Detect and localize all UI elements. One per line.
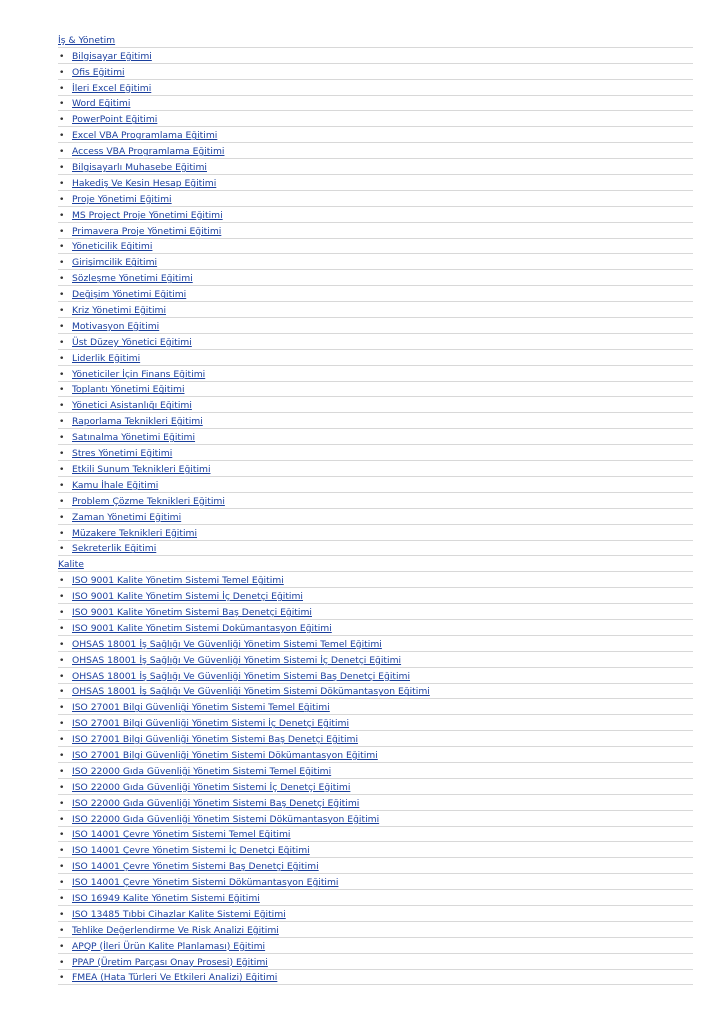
bullet-icon: • — [59, 257, 65, 269]
bullet-icon: • — [59, 416, 65, 428]
bullet-icon: • — [59, 797, 65, 809]
course-link[interactable]: Liderlik Eğitimi — [72, 352, 141, 364]
bullet-icon: • — [59, 98, 65, 110]
bullet-icon: • — [59, 209, 65, 221]
bullet-icon: • — [59, 606, 65, 618]
course-link[interactable]: Yönetici Asistanlığı Eğitimi — [72, 400, 192, 412]
bullet-icon: • — [59, 511, 65, 523]
bullet-icon: • — [59, 686, 65, 698]
course-link[interactable]: Toplantı Yönetimi Eğitimi — [72, 384, 185, 396]
list-item — [58, 970, 693, 986]
list-item — [58, 684, 693, 700]
course-link[interactable]: Sekreterlik Eğitimi — [72, 543, 157, 555]
list-item — [58, 731, 693, 747]
list-item — [58, 541, 693, 557]
list-item — [58, 461, 693, 477]
list-item — [58, 795, 693, 811]
course-link[interactable]: Kamu İhale Eğitimi — [72, 479, 159, 491]
list-item — [58, 397, 693, 413]
list-item — [58, 366, 693, 382]
bullet-icon: • — [59, 924, 65, 936]
course-link[interactable]: Değişim Yönetimi Eğitimi — [72, 289, 187, 301]
list-item — [58, 715, 693, 731]
course-link[interactable]: Yöneticilik Eğitimi — [72, 241, 153, 253]
section-title[interactable]: Kalite — [58, 559, 84, 571]
bullet-icon: • — [59, 241, 65, 253]
section-items-kalite — [58, 572, 693, 985]
course-link[interactable]: Problem Çözme Teknikleri Eğitimi — [72, 495, 225, 507]
bullet-icon: • — [59, 813, 65, 825]
bullet-icon: • — [59, 892, 65, 904]
bullet-icon: • — [59, 734, 65, 746]
list-item — [58, 96, 693, 112]
course-link[interactable]: ISO 14001 Çevre Yönetim Sistemi Dökümantasyon Eğitimi — [72, 877, 339, 889]
course-link[interactable]: ISO 27001 Bilgi Güvenliği Yönetim Sistemi Baş Denetçi Eğitimi — [72, 734, 358, 746]
list-item — [58, 525, 693, 541]
list-item — [58, 429, 693, 445]
course-link[interactable]: ISO 27001 Bilgi Güvenliği Yönetim Sistemi Temel Eğitimi — [72, 702, 330, 714]
bullet-icon: • — [59, 956, 65, 968]
list-item — [58, 954, 693, 970]
course-link[interactable]: Satınalma Yönetimi Eğitimi — [72, 432, 196, 444]
bullet-icon: • — [59, 670, 65, 682]
list-item — [58, 668, 693, 684]
bullet-icon: • — [59, 368, 65, 380]
bullet-icon: • — [59, 305, 65, 317]
list-item — [58, 207, 693, 223]
bullet-icon: • — [59, 177, 65, 189]
bullet-icon: • — [59, 463, 65, 475]
list-item — [58, 382, 693, 398]
list-item — [58, 48, 693, 64]
course-link[interactable]: Stres Yönetimi Eğitimi — [72, 448, 173, 460]
list-item — [58, 763, 693, 779]
bullet-icon: • — [59, 479, 65, 491]
bullet-icon: • — [59, 940, 65, 952]
course-link[interactable]: ISO 14001 Çevre Yönetim Sistemi Temel Eğitimi — [72, 829, 291, 841]
bullet-icon: • — [59, 622, 65, 634]
list-item — [58, 159, 693, 175]
list-item — [58, 175, 693, 191]
bullet-icon: • — [59, 336, 65, 348]
list-item — [58, 572, 693, 588]
course-link[interactable]: PPAP (Üretim Parçası Onay Prosesi) Eğitimi — [72, 956, 268, 968]
list-item — [58, 80, 693, 96]
bullet-icon: • — [59, 877, 65, 889]
list-item — [58, 779, 693, 795]
list-item — [58, 318, 693, 334]
bullet-icon: • — [59, 718, 65, 730]
bullet-icon: • — [59, 829, 65, 841]
bullet-icon: • — [59, 972, 65, 984]
course-link[interactable]: Raporlama Teknikleri Eğitimi — [72, 416, 203, 428]
list-item — [58, 477, 693, 493]
course-link[interactable]: Yöneticiler İçin Finans Eğitimi — [72, 368, 206, 380]
bullet-icon: • — [59, 193, 65, 205]
list-item — [58, 842, 693, 858]
bullet-icon: • — [59, 861, 65, 873]
bullet-icon: • — [59, 146, 65, 158]
course-link[interactable]: ISO 27001 Bilgi Güvenliği Yönetim Sistemi Dökümantasyon Eğitimi — [72, 749, 378, 761]
course-link[interactable]: Ofis Eğitimi — [72, 66, 125, 78]
bullet-icon: • — [59, 50, 65, 62]
course-link[interactable]: Motivasyon Eğitimi — [72, 320, 160, 332]
course-link[interactable]: ISO 22000 Gıda Güvenliği Yönetim Sistemi Dökümantasyon Eğitimi — [72, 813, 380, 825]
list-item — [58, 906, 693, 922]
course-link[interactable]: Tehlike Değerlendirme Ve Risk Analizi Eğitimi — [72, 924, 279, 936]
list-item — [58, 127, 693, 143]
bullet-icon: • — [59, 575, 65, 587]
bullet-icon: • — [59, 638, 65, 650]
list-item — [58, 811, 693, 827]
list-item — [58, 270, 693, 286]
course-link[interactable]: OHSAS 18001 İş Sağlığı Ve Güvenliği Yönetim Sistemi Temel Eğitimi — [72, 638, 382, 650]
course-link[interactable]: ISO 22000 Gıda Güvenliği Yönetim Sistemi Baş Denetçi Eğitimi — [72, 797, 360, 809]
course-link[interactable]: Excel VBA Programlama Eğitimi — [72, 130, 218, 142]
list-item — [58, 938, 693, 954]
bullet-icon: • — [59, 66, 65, 78]
bullet-icon: • — [59, 320, 65, 332]
list-item — [58, 588, 693, 604]
section-header-kalite — [58, 556, 693, 572]
course-link[interactable]: FMEA (Hata Türleri Ve Etkileri Analizi) Eğitimi — [72, 972, 278, 984]
section-title[interactable]: İş & Yönetim — [58, 34, 116, 46]
course-link[interactable]: İleri Excel Eğitimi — [72, 82, 152, 94]
course-link[interactable]: Zaman Yönetimi Eğitimi — [72, 511, 182, 523]
course-link[interactable]: ISO 27001 Bilgi Güvenliği Yönetim Sistemi İç Denetçi Eğitimi — [72, 718, 350, 730]
section-items-is-yonetim — [58, 48, 693, 557]
bullet-icon: • — [59, 384, 65, 396]
course-link[interactable]: Access VBA Programlama Eğitimi — [72, 146, 225, 158]
bullet-icon: • — [59, 543, 65, 555]
course-link[interactable]: PowerPoint Eğitimi — [72, 114, 158, 126]
course-link[interactable]: Sözleşme Yönetimi Eğitimi — [72, 273, 193, 285]
course-link[interactable]: ISO 22000 Gıda Güvenliği Yönetim Sistemi İç Denetçi Eğitimi — [72, 781, 351, 793]
list-item — [58, 334, 693, 350]
course-link[interactable]: ISO 13485 Tıbbi Cihazlar Kalite Sistemi Eğitimi — [72, 908, 286, 920]
bullet-icon: • — [59, 432, 65, 444]
list-item — [58, 874, 693, 890]
bullet-icon: • — [59, 845, 65, 857]
course-link[interactable]: ISO 16949 Kalite Yönetim Sistemi Eğitimi — [72, 892, 260, 904]
bullet-icon: • — [59, 702, 65, 714]
course-link[interactable]: ISO 9001 Kalite Yönetim Sistemi Temel Eğitimi — [72, 575, 284, 587]
bullet-icon: • — [59, 591, 65, 603]
course-link[interactable]: ISO 9001 Kalite Yönetim Sistemi İç Denetçi Eğitimi — [72, 591, 303, 603]
course-link[interactable]: OHSAS 18001 İş Sağlığı Ve Güvenliği Yönetim Sistemi Baş Denetçi Eğitimi — [72, 670, 411, 682]
list-item — [58, 652, 693, 668]
bullet-icon: • — [59, 908, 65, 920]
course-link[interactable]: Proje Yönetimi Eğitimi — [72, 193, 172, 205]
list-item — [58, 254, 693, 270]
list-item — [58, 922, 693, 938]
bullet-icon: • — [59, 781, 65, 793]
course-link[interactable]: Bilgisayar Eğitimi — [72, 50, 152, 62]
bullet-icon: • — [59, 273, 65, 285]
bullet-icon: • — [59, 495, 65, 507]
course-link[interactable]: ISO 14001 Çevre Yönetim Sistemi Baş Denetçi Eğitimi — [72, 861, 319, 873]
list-item — [58, 858, 693, 874]
list-item — [58, 604, 693, 620]
course-link[interactable]: Bilgisayarlı Muhasebe Eğitimi — [72, 162, 207, 174]
bullet-icon: • — [59, 400, 65, 412]
course-link[interactable]: APQP (İleri Ürün Kalite Planlaması) Eğitimi — [72, 940, 266, 952]
bullet-icon: • — [59, 114, 65, 126]
course-link[interactable]: Word Eğitimi — [72, 98, 131, 110]
list-item — [58, 64, 693, 80]
list-item — [58, 191, 693, 207]
list-item — [58, 143, 693, 159]
bullet-icon: • — [59, 225, 65, 237]
bullet-icon: • — [59, 749, 65, 761]
list-item — [58, 286, 693, 302]
bullet-icon: • — [59, 289, 65, 301]
course-link[interactable]: Kriz Yönetimi Eğitimi — [72, 305, 167, 317]
bullet-icon: • — [59, 527, 65, 539]
course-link[interactable]: Primavera Proje Yönetimi Eğitimi — [72, 225, 222, 237]
bullet-icon: • — [59, 162, 65, 174]
list-item — [58, 747, 693, 763]
course-link[interactable]: Girişimcilik Eğitimi — [72, 257, 158, 269]
course-link[interactable]: ISO 22000 Gıda Güvenliği Yönetim Sistemi Temel Eğitimi — [72, 765, 332, 777]
bullet-icon: • — [59, 352, 65, 364]
bullet-icon: • — [59, 82, 65, 94]
list-item — [58, 111, 693, 127]
list-item — [58, 223, 693, 239]
list-item — [58, 445, 693, 461]
course-link[interactable]: Müzakere Teknikleri Eğitimi — [72, 527, 198, 539]
list-item — [58, 699, 693, 715]
list-item — [58, 827, 693, 843]
list-item — [58, 509, 693, 525]
course-link[interactable]: OHSAS 18001 İş Sağlığı Ve Güvenliği Yönetim Sistemi Dökümantasyon Eğitimi — [72, 686, 430, 698]
bullet-icon: • — [59, 654, 65, 666]
section-header-is-yonetim — [58, 32, 693, 48]
bullet-icon: • — [59, 130, 65, 142]
course-link[interactable]: Üst Düzey Yönetici Eğitimi — [72, 336, 192, 348]
list-item — [58, 493, 693, 509]
list-item — [58, 636, 693, 652]
list-item — [58, 413, 693, 429]
bullet-icon: • — [59, 448, 65, 460]
course-link[interactable]: ISO 9001 Kalite Yönetim Sistemi Baş Denetçi Eğitimi — [72, 606, 312, 618]
list-item — [58, 890, 693, 906]
course-link[interactable]: MS Project Proje Yönetimi Eğitimi — [72, 209, 223, 221]
list-item — [58, 350, 693, 366]
list-item — [58, 302, 693, 318]
course-link[interactable]: Etkili Sunum Teknikleri Eğitimi — [72, 463, 211, 475]
list-item — [58, 620, 693, 636]
course-list — [58, 32, 693, 985]
course-link[interactable]: ISO 14001 Çevre Yönetim Sistemi İç Denetçi Eğitimi — [72, 845, 310, 857]
course-link[interactable]: OHSAS 18001 İş Sağlığı Ve Güvenliği Yönetim Sistemi İç Denetçi Eğitimi — [72, 654, 402, 666]
list-item — [58, 239, 693, 255]
course-link[interactable]: Hakediş Ve Kesin Hesap Eğitimi — [72, 177, 217, 189]
course-link[interactable]: ISO 9001 Kalite Yönetim Sistemi Dokümantasyon Eğitimi — [72, 622, 332, 634]
bullet-icon: • — [59, 765, 65, 777]
